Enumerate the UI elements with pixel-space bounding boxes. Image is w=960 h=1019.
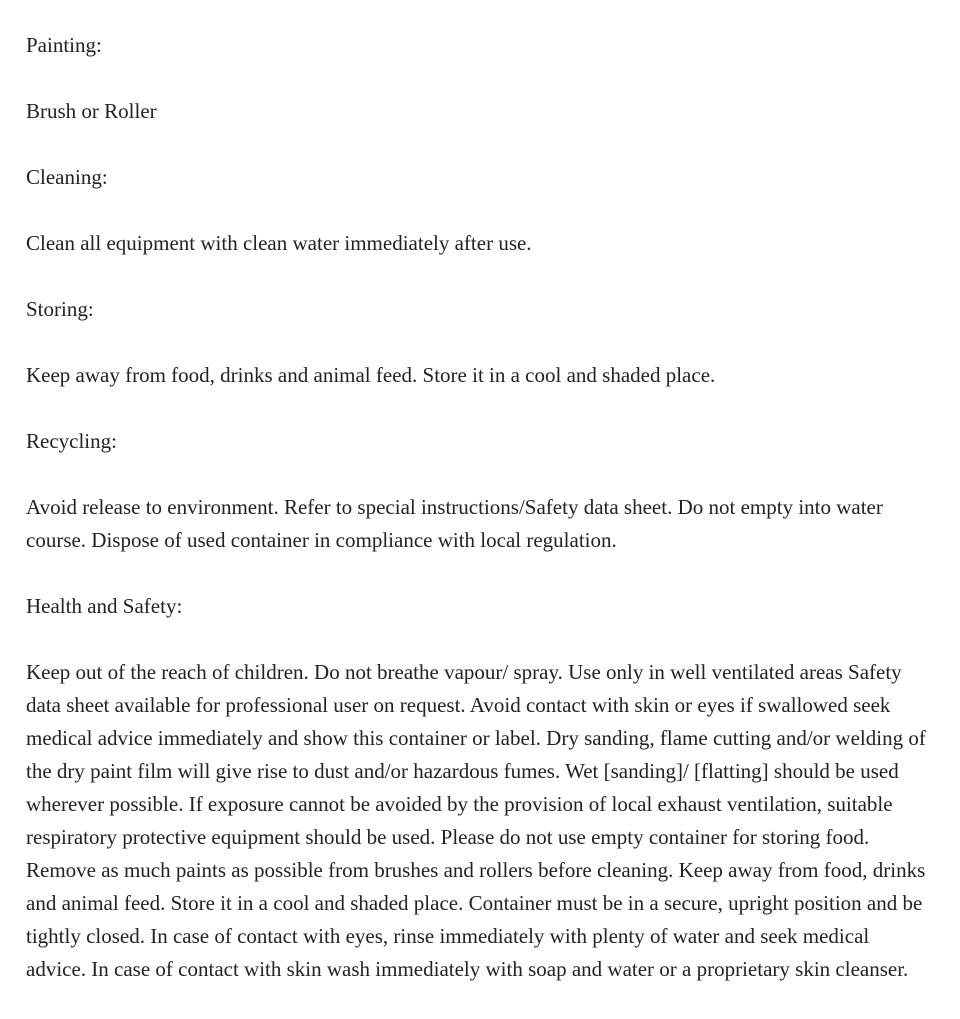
recycling-text: Avoid release to environment. Refer to special instructions/Safety data sheet. Do not empty into water course. Dispose of used container in compliance with local regulation.: [26, 495, 883, 552]
cleaning-text: Clean all equipment with clean water immediately after use.: [26, 231, 532, 255]
painting-text: Brush or Roller: [26, 99, 157, 123]
health-safety-text: Keep out of the reach of children. Do not breathe vapour/ spray. Use only in well ventilated areas Safety data sheet available for professional user on request. Avoid contact with skin or eyes if swallowed seek medical advice immediately and show this container or label. Dry sanding, flame cutting and/or welding of the dry paint film will give rise to dust and/or hazardous fumes. Wet [sanding]/ [flatting] should be used wherever possible. If exposure cannot be avoided by the provision of local exhaust ventilation, suitable respiratory protective equipment should be used. Please do not use empty container for storing food. Remove as much paints as possible from brushes and rollers before cleaning. Keep away from food, drinks and animal feed. Store it in a cool and shaded place. Container must be in a secure, upright position and be tightly closed. In case of contact with eyes, rinse immediately with plenty of water and seek medical advice. In case of contact with skin wash immediately with soap and water or a proprietary skin cleanser.: [26, 660, 926, 981]
storing-heading: Storing:: [26, 297, 94, 321]
recycling-heading: Recycling:: [26, 429, 117, 453]
painting-heading: Painting:: [26, 33, 102, 57]
storing-text: Keep away from food, drinks and animal feed. Store it in a cool and shaded place.: [26, 363, 716, 387]
health-safety-heading: Health and Safety:: [26, 594, 183, 618]
cleaning-heading: Cleaning:: [26, 165, 108, 189]
product-instructions-document: [26, 29, 930, 1019]
